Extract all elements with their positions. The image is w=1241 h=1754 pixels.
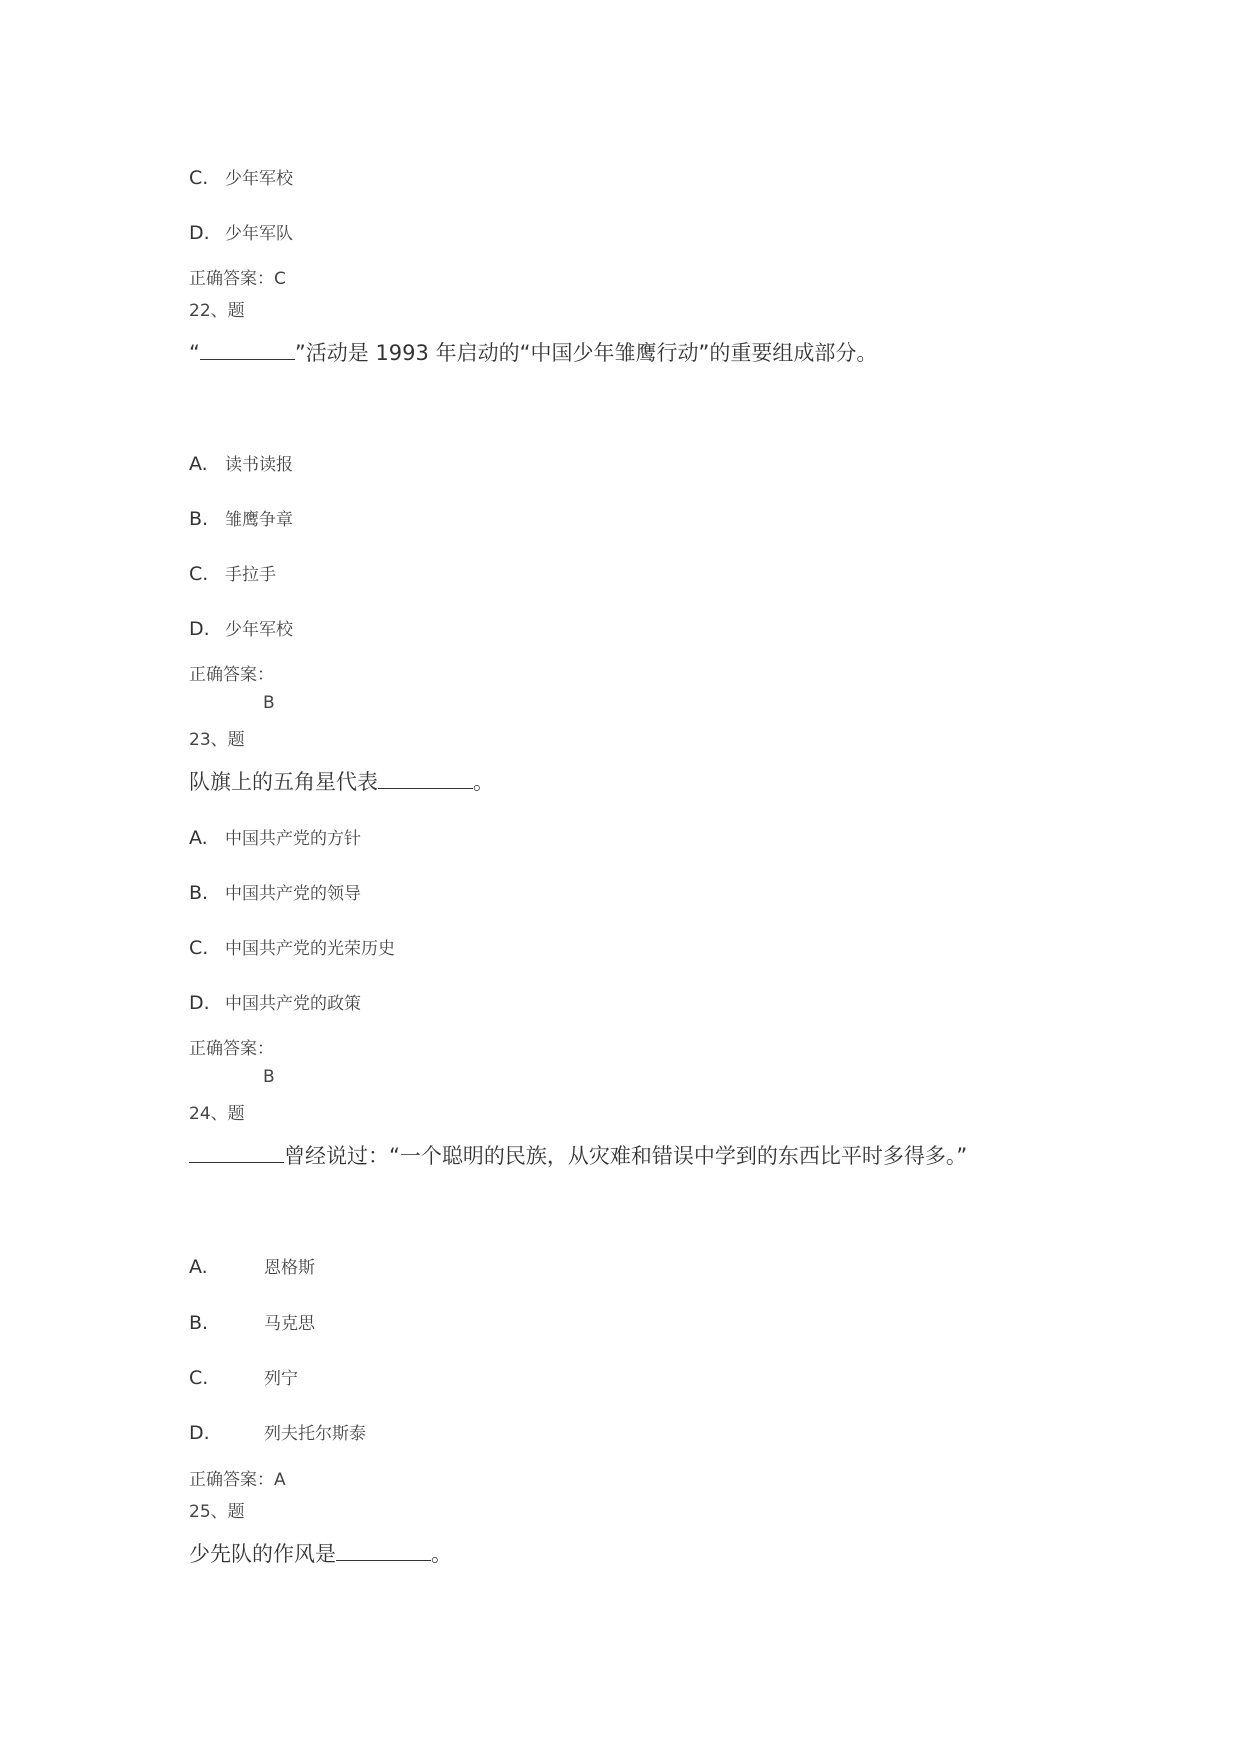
option-b: B. 中国共产党的领导 — [189, 882, 361, 904]
question-stem: 曾经说过：“一个聪明的民族，从灾难和错误中学到的东西比平时多得多。” — [189, 1140, 967, 1170]
answer-value: B — [263, 693, 275, 713]
answer-value: B — [263, 1067, 275, 1087]
question-number: 24、题 — [189, 1104, 245, 1124]
option-b: B. 雏鹰争章 — [189, 508, 293, 530]
answer-line: 正确答案：A — [189, 1470, 286, 1490]
option-d: D. 少年军队 — [189, 222, 293, 244]
question-number: 22、题 — [189, 301, 245, 321]
answer-label: 正确答案： — [189, 665, 274, 685]
question-number: 25、题 — [189, 1502, 245, 1522]
question-stem: 少先队的作风是 。 — [189, 1542, 452, 1566]
option-a: A. 中国共产党的方针 — [189, 827, 361, 849]
fill-blank — [189, 1144, 284, 1163]
option-c: C. 手拉手 — [189, 563, 276, 585]
option-d: D. 少年军校 — [189, 618, 293, 640]
option-c: C. 列宁 — [189, 1367, 298, 1389]
fill-blank — [200, 341, 295, 360]
option-c: C. 少年军校 — [189, 167, 293, 189]
answer-line: 正确答案：C — [189, 269, 286, 289]
option-d: D. 中国共产党的政策 — [189, 992, 361, 1014]
answer-label: 正确答案： — [189, 1039, 274, 1059]
option-a: A. 读书读报 — [189, 453, 293, 475]
question-stem: 队旗上的五角星代表 。 — [189, 770, 494, 794]
option-c: C. 中国共产党的光荣历史 — [189, 937, 395, 959]
option-a: A. 恩格斯 — [189, 1256, 315, 1278]
fill-blank — [378, 770, 473, 789]
question-number: 23、题 — [189, 730, 245, 750]
fill-blank — [336, 1542, 431, 1561]
option-d: D. 列夫托尔斯泰 — [189, 1422, 366, 1444]
option-b: B. 马克思 — [189, 1312, 315, 1334]
question-stem: “ ”活动是 1993 年启动的“中国少年雏鹰行动”的重要组成部分。 — [189, 341, 878, 365]
